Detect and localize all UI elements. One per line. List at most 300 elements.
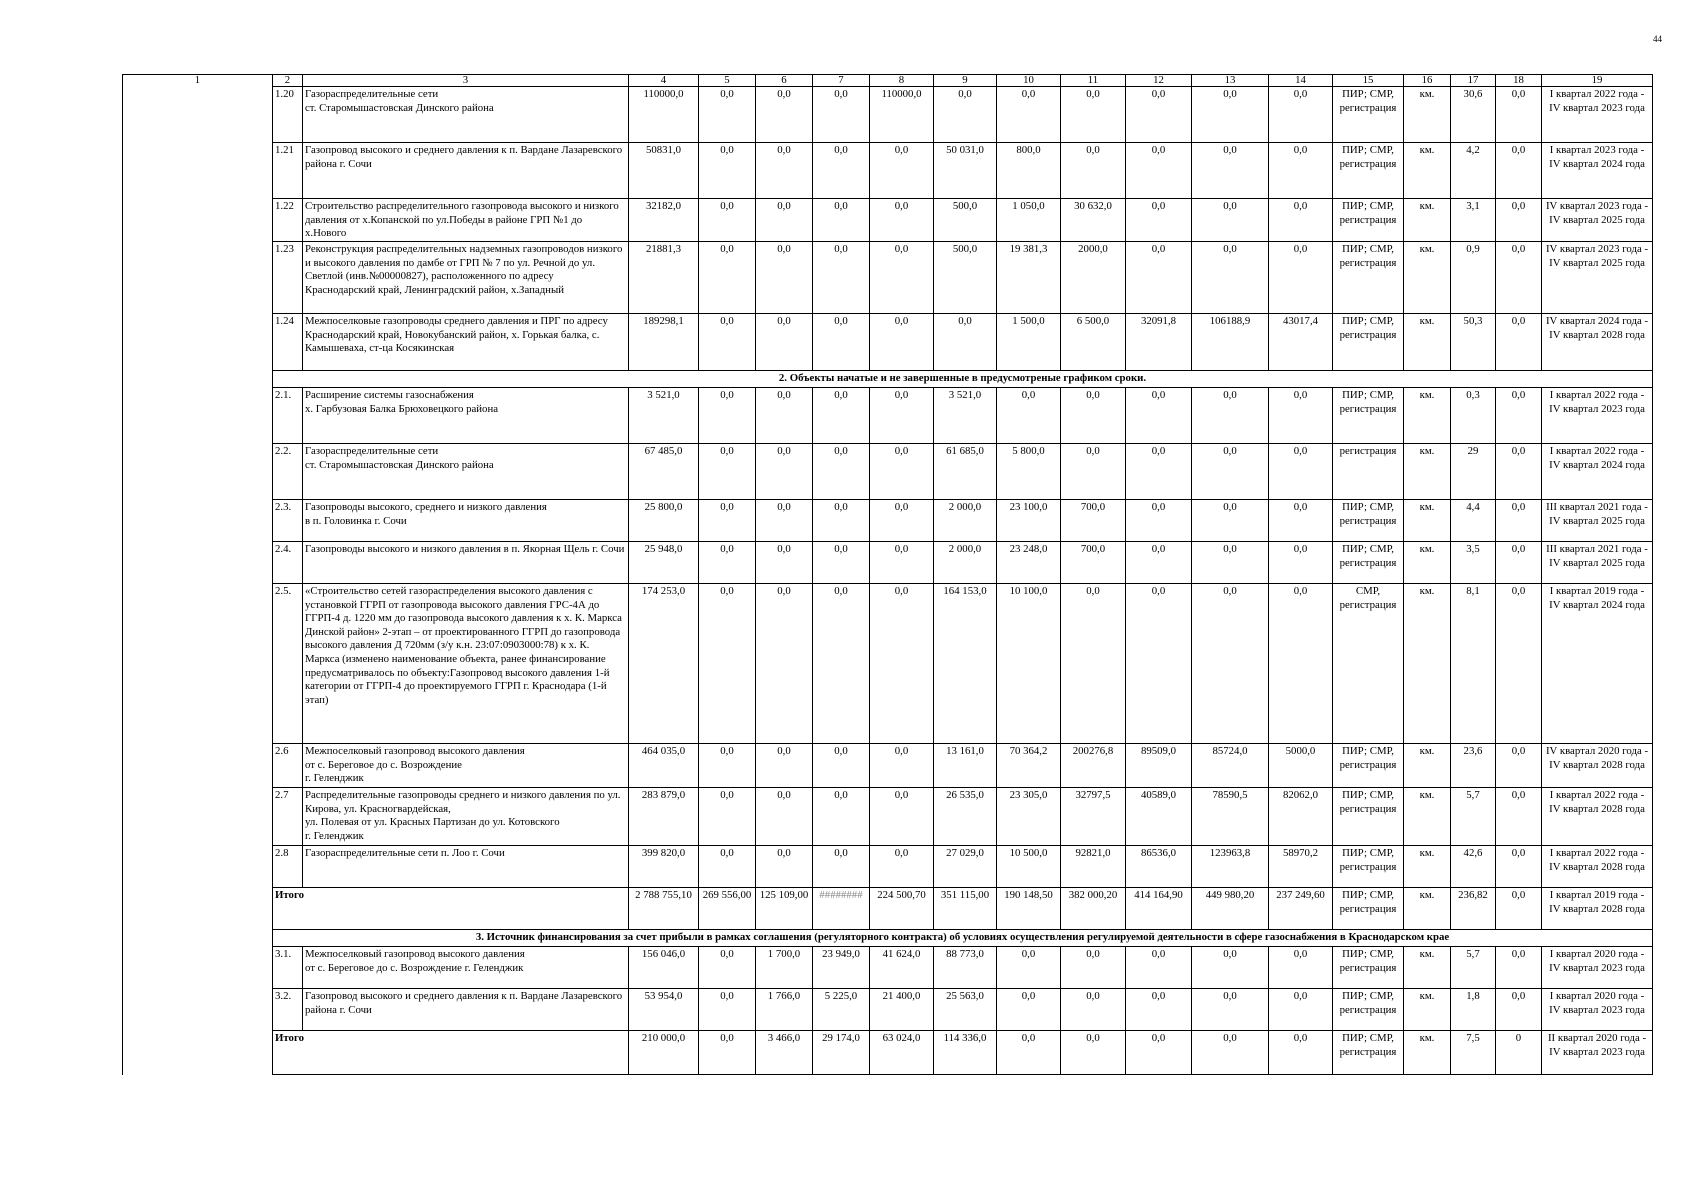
row-number: 3.1. — [273, 947, 303, 989]
table-cell: 32091,8 — [1126, 314, 1192, 371]
row-number: 1.24 — [273, 314, 303, 371]
column-number-4: 4 — [629, 75, 699, 87]
table-cell: 200276,8 — [1061, 744, 1126, 788]
table-cell: 5,7 — [1451, 788, 1496, 846]
object-name: Газопроводы высокого и низкого давления в п. Якорная Щель г. Сочи — [303, 542, 629, 584]
table-cell: 0,0 — [870, 242, 934, 314]
table-cell: 2 000,0 — [934, 542, 997, 584]
table-cell: 0,0 — [1192, 242, 1269, 314]
table-cell: 0,0 — [1269, 542, 1333, 584]
blank-column-cell — [123, 947, 273, 989]
table-cell: 0,0 — [1126, 87, 1192, 143]
table-cell: 0,0 — [1192, 584, 1269, 744]
column-number-6: 6 — [756, 75, 813, 87]
blank-column-cell — [123, 744, 273, 788]
table-cell: 0,0 — [870, 444, 934, 500]
table-cell: 0,0 — [1496, 143, 1542, 199]
table-cell: 0,0 — [870, 199, 934, 242]
table-cell: I квартал 2022 года - IV квартал 2028 года — [1542, 846, 1653, 888]
table-cell: км. — [1404, 542, 1451, 584]
table-cell: 0,0 — [699, 242, 756, 314]
row-number: 1.20 — [273, 87, 303, 143]
table-cell: 4,4 — [1451, 500, 1496, 542]
column-number-3: 3 — [303, 75, 629, 87]
table-cell: 0,0 — [1496, 584, 1542, 744]
table-cell: 0,0 — [1192, 444, 1269, 500]
table-cell: 25 800,0 — [629, 500, 699, 542]
table-row — [123, 143, 1653, 199]
total-cell: I квартал 2019 года - IV квартал 2028 года — [1542, 888, 1653, 930]
table-cell: 4,2 — [1451, 143, 1496, 199]
table-cell: 0,0 — [1126, 500, 1192, 542]
total-cell: 0 — [1496, 1031, 1542, 1075]
table-cell: 0,0 — [699, 444, 756, 500]
table-cell: км. — [1404, 788, 1451, 846]
table-cell: 1 766,0 — [756, 989, 813, 1031]
table-cell: 5 800,0 — [997, 444, 1061, 500]
total-cell: 114 336,0 — [934, 1031, 997, 1075]
table-cell: 82062,0 — [1269, 788, 1333, 846]
table-cell: 70 364,2 — [997, 744, 1061, 788]
table-cell: 800,0 — [997, 143, 1061, 199]
table-cell: 0,0 — [756, 242, 813, 314]
column-number-row — [123, 75, 1653, 87]
table-cell: 0,0 — [699, 989, 756, 1031]
table-cell: км. — [1404, 143, 1451, 199]
row-number: 2.5. — [273, 584, 303, 744]
table-cell: 0,0 — [934, 87, 997, 143]
total-cell: 0,0 — [997, 1031, 1061, 1075]
table-cell: 0,0 — [1126, 388, 1192, 444]
table-cell: ПИР; СМР, регистрация — [1333, 744, 1404, 788]
table-cell: 0,0 — [997, 989, 1061, 1031]
row-number: 2.7 — [273, 788, 303, 846]
table-cell: ПИР; СМР, регистрация — [1333, 87, 1404, 143]
table-cell: 88 773,0 — [934, 947, 997, 989]
table-cell: 43017,4 — [1269, 314, 1333, 371]
total-cell: 0,0 — [1126, 1031, 1192, 1075]
row-number: 2.3. — [273, 500, 303, 542]
total-label: Итого — [273, 1031, 629, 1075]
table-row — [123, 87, 1653, 143]
column-number-15: 15 — [1333, 75, 1404, 87]
object-name: Строительство распределительного газопровода высокого и низкого давления от х.Копанской по ул.Победы в районе ГРП №1 до х.Нового — [303, 199, 629, 242]
table-cell: 53 954,0 — [629, 989, 699, 1031]
table-cell: IV квартал 2024 года - IV квартал 2028 года — [1542, 314, 1653, 371]
object-name: Межпоселковые газопроводы среднего давления и ПРГ по адресу Краснодарский край, Новокубанский район, х. Горькая балка, с. Камышеваха, ст-ца Косякинская — [303, 314, 629, 371]
table-cell: 3 521,0 — [629, 388, 699, 444]
table-cell: 0,0 — [1126, 199, 1192, 242]
table-cell: 0,0 — [1126, 444, 1192, 500]
total-cell: 224 500,70 — [870, 888, 934, 930]
blank-column-cell — [123, 584, 273, 744]
table-cell: км. — [1404, 744, 1451, 788]
blank-column-cell — [123, 444, 273, 500]
table-cell: 0,0 — [756, 846, 813, 888]
table-row — [123, 314, 1653, 371]
table-row — [123, 584, 1653, 744]
table-cell: 0,0 — [870, 143, 934, 199]
row-number: 1.23 — [273, 242, 303, 314]
table-cell: 0,0 — [1496, 388, 1542, 444]
table-row — [123, 542, 1653, 584]
blank-column-cell — [123, 1031, 273, 1075]
total-cell: II квартал 2020 года - IV квартал 2023 года — [1542, 1031, 1653, 1075]
table-cell: ПИР; СМР, регистрация — [1333, 846, 1404, 888]
table-cell: 0,0 — [870, 744, 934, 788]
table-cell: 0,0 — [1269, 989, 1333, 1031]
table-cell: 6 500,0 — [1061, 314, 1126, 371]
total-cell: 0,0 — [699, 1031, 756, 1075]
table-cell: 0,0 — [813, 500, 870, 542]
table-cell: 10 500,0 — [997, 846, 1061, 888]
blank-column-cell — [123, 314, 273, 371]
table-cell: 0,0 — [756, 584, 813, 744]
table-cell: 78590,5 — [1192, 788, 1269, 846]
table-cell: 23 305,0 — [997, 788, 1061, 846]
table-cell: 19 381,3 — [997, 242, 1061, 314]
table-cell: 0,0 — [1061, 388, 1126, 444]
table-cell: 0,0 — [1269, 947, 1333, 989]
table-cell: 110000,0 — [870, 87, 934, 143]
table-cell: 0,0 — [1496, 744, 1542, 788]
object-name: Газораспределительные сети п. Лоо г. Сочи — [303, 846, 629, 888]
table-cell: 21881,3 — [629, 242, 699, 314]
table-cell: 42,6 — [1451, 846, 1496, 888]
total-cell: 269 556,00 — [699, 888, 756, 930]
table-row — [123, 989, 1653, 1031]
table-cell: 0,3 — [1451, 388, 1496, 444]
table-cell: 0,0 — [756, 388, 813, 444]
object-name: Реконструкция распределительных надземных газопроводов низкого и высокого давления по дамбе от ГРП № 7 по ул. Речной до ул. Светлой (инв.№00000827), расположенного по адресу Краснодарский край, Ленинградский район, х.Западный — [303, 242, 629, 314]
table-cell: 0,0 — [813, 846, 870, 888]
table-cell: 0,0 — [699, 846, 756, 888]
total-cell: 190 148,50 — [997, 888, 1061, 930]
table-cell: 32797,5 — [1061, 788, 1126, 846]
table-cell: 0,0 — [1496, 542, 1542, 584]
total-cell: 3 466,0 — [756, 1031, 813, 1075]
table-cell: 89509,0 — [1126, 744, 1192, 788]
table-cell: 0,0 — [1061, 143, 1126, 199]
total-cell: 449 980,20 — [1192, 888, 1269, 930]
table-cell: 0,0 — [870, 788, 934, 846]
table-cell: 0,9 — [1451, 242, 1496, 314]
object-name: Межпоселковый газопровод высокого давления от с. Береговое до с. Возрождение г. Геленджик — [303, 947, 629, 989]
table-cell: 464 035,0 — [629, 744, 699, 788]
row-number: 2.6 — [273, 744, 303, 788]
table-cell: 0,0 — [699, 87, 756, 143]
table-cell: 283 879,0 — [629, 788, 699, 846]
table-cell: 500,0 — [934, 199, 997, 242]
table-cell: 0,0 — [870, 846, 934, 888]
total-label: Итого — [273, 888, 629, 930]
column-number-13: 13 — [1192, 75, 1269, 87]
table-cell: IV квартал 2023 года - IV квартал 2025 года — [1542, 199, 1653, 242]
section-heading: 2. Объекты начатые и не завершенные в предусмотреные графиком сроки. — [273, 371, 1653, 388]
total-row — [123, 1031, 1653, 1075]
table-cell: 0,0 — [699, 584, 756, 744]
table-cell: 0,0 — [756, 788, 813, 846]
table-cell: 0,0 — [1269, 500, 1333, 542]
table-cell: ПИР; СМР, регистрация — [1333, 388, 1404, 444]
column-number-1: 1 — [123, 75, 273, 87]
table-cell: 0,0 — [1496, 87, 1542, 143]
table-cell: 0,0 — [699, 542, 756, 584]
table-cell: 700,0 — [1061, 500, 1126, 542]
table-cell: 0,0 — [1496, 989, 1542, 1031]
table-cell: 0,0 — [813, 584, 870, 744]
table-cell: 50 031,0 — [934, 143, 997, 199]
table-cell: ПИР; СМР, регистрация — [1333, 500, 1404, 542]
table-cell: 50,3 — [1451, 314, 1496, 371]
table-cell: ПИР; СМР, регистрация — [1333, 947, 1404, 989]
table-cell: км. — [1404, 947, 1451, 989]
table-cell: 0,0 — [870, 388, 934, 444]
table-cell: ПИР; СМР, регистрация — [1333, 143, 1404, 199]
row-number: 2.2. — [273, 444, 303, 500]
blank-column-cell — [123, 199, 273, 242]
table-cell: IV квартал 2023 года - IV квартал 2025 года — [1542, 242, 1653, 314]
table-cell: 27 029,0 — [934, 846, 997, 888]
table-cell: 0,0 — [813, 87, 870, 143]
object-name: Газопровод высокого и среднего давления к п. Вардане Лазаревского района г. Сочи — [303, 143, 629, 199]
table-cell: км. — [1404, 500, 1451, 542]
table-cell: 0,0 — [1496, 500, 1542, 542]
table-cell: 23 248,0 — [997, 542, 1061, 584]
table-cell: 3 521,0 — [934, 388, 997, 444]
table-cell: 0,0 — [997, 87, 1061, 143]
table-cell: 26 535,0 — [934, 788, 997, 846]
table-cell: 0,0 — [756, 444, 813, 500]
total-cell: 29 174,0 — [813, 1031, 870, 1075]
column-number-16: 16 — [1404, 75, 1451, 87]
table-cell: 0,0 — [870, 542, 934, 584]
column-number-18: 18 — [1496, 75, 1542, 87]
table-cell: 0,0 — [1192, 199, 1269, 242]
column-number-19: 19 — [1542, 75, 1653, 87]
table-cell: 0,0 — [1192, 87, 1269, 143]
table-cell: 0,0 — [1496, 314, 1542, 371]
object-name: Газопроводы высокого, среднего и низкого давления в п. Головинка г. Сочи — [303, 500, 629, 542]
table-cell: км. — [1404, 584, 1451, 744]
table-cell: 0,0 — [1192, 989, 1269, 1031]
column-number-14: 14 — [1269, 75, 1333, 87]
column-number-12: 12 — [1126, 75, 1192, 87]
table-cell: 0,0 — [699, 388, 756, 444]
section-heading-row — [123, 930, 1653, 947]
table-cell: 0,0 — [1496, 947, 1542, 989]
table-cell: 0,0 — [1126, 947, 1192, 989]
table-cell: 0,0 — [1126, 584, 1192, 744]
column-number-5: 5 — [699, 75, 756, 87]
blank-column-cell — [123, 242, 273, 314]
table-cell: 0,0 — [756, 199, 813, 242]
blank-column-cell — [123, 542, 273, 584]
column-number-11: 11 — [1061, 75, 1126, 87]
table-cell: I квартал 2022 года - IV квартал 2024 года — [1542, 444, 1653, 500]
section-heading: 3. Источник финансирования за счет прибыли в рамках соглашения (регуляторного контракта) об условиях осуществления регулируемой деятельности в сфере газоснабжения в Краснодарском крае — [273, 930, 1653, 947]
total-cell: 0,0 — [1192, 1031, 1269, 1075]
table-cell: 123963,8 — [1192, 846, 1269, 888]
table-cell: 0,0 — [699, 314, 756, 371]
total-row — [123, 888, 1653, 930]
table-cell: ПИР; СМР, регистрация — [1333, 542, 1404, 584]
table-cell: 0,0 — [699, 500, 756, 542]
total-cell: 382 000,20 — [1061, 888, 1126, 930]
table-cell: 0,0 — [699, 744, 756, 788]
table-cell: 0,0 — [813, 242, 870, 314]
total-cell: 236,82 — [1451, 888, 1496, 930]
table-cell: км. — [1404, 242, 1451, 314]
table-cell: км. — [1404, 199, 1451, 242]
table-cell: 0,0 — [997, 947, 1061, 989]
table-cell: км. — [1404, 87, 1451, 143]
table-cell: 0,0 — [813, 388, 870, 444]
table-row — [123, 744, 1653, 788]
table-cell: 0,0 — [813, 788, 870, 846]
table-cell: регистрация — [1333, 444, 1404, 500]
table-cell: 0,0 — [756, 542, 813, 584]
table-cell: I квартал 2022 года - IV квартал 2023 года — [1542, 388, 1653, 444]
table-cell: 0,0 — [1269, 242, 1333, 314]
total-cell: 351 115,00 — [934, 888, 997, 930]
table-cell: 0,0 — [813, 199, 870, 242]
table-cell: 0,0 — [813, 744, 870, 788]
table-cell: I квартал 2022 года - IV квартал 2028 года — [1542, 788, 1653, 846]
total-cell: ######## — [813, 888, 870, 930]
section-heading-row — [123, 371, 1653, 388]
table-cell: ПИР; СМР, регистрация — [1333, 242, 1404, 314]
table-cell: 0,0 — [699, 143, 756, 199]
table-cell: 0,0 — [756, 143, 813, 199]
table-cell: ПИР; СМР, регистрация — [1333, 788, 1404, 846]
table-cell: 58970,2 — [1269, 846, 1333, 888]
row-number: 2.1. — [273, 388, 303, 444]
object-name: Расширение системы газоснабжения х. Гарбузовая Балка Брюховецкого района — [303, 388, 629, 444]
table-cell: 21 400,0 — [870, 989, 934, 1031]
blank-column-cell — [123, 930, 273, 947]
investment-program-table — [122, 74, 1653, 1075]
total-cell: 125 109,00 — [756, 888, 813, 930]
table-row — [123, 444, 1653, 500]
table-cell: 25 563,0 — [934, 989, 997, 1031]
table-cell: 0,0 — [699, 947, 756, 989]
table-cell: 0,0 — [699, 199, 756, 242]
table-cell: 0,0 — [1061, 989, 1126, 1031]
table-row — [123, 388, 1653, 444]
table-cell: 0,0 — [1061, 947, 1126, 989]
blank-column-cell — [123, 371, 273, 388]
table-cell: I квартал 2023 года - IV квартал 2024 года — [1542, 143, 1653, 199]
table-cell: 700,0 — [1061, 542, 1126, 584]
table-cell: 23 949,0 — [813, 947, 870, 989]
table-cell: 0,0 — [1496, 242, 1542, 314]
table-cell: 0,0 — [813, 444, 870, 500]
column-number-2: 2 — [273, 75, 303, 87]
total-cell: 2 788 755,10 — [629, 888, 699, 930]
table-cell: 399 820,0 — [629, 846, 699, 888]
table-cell: 0,0 — [1126, 242, 1192, 314]
row-number: 1.21 — [273, 143, 303, 199]
table-cell: 0,0 — [1269, 584, 1333, 744]
table-cell: 1,8 — [1451, 989, 1496, 1031]
row-number: 2.8 — [273, 846, 303, 888]
table-cell: 2000,0 — [1061, 242, 1126, 314]
column-number-9: 9 — [934, 75, 997, 87]
table-cell: 189298,1 — [629, 314, 699, 371]
table-cell: 86536,0 — [1126, 846, 1192, 888]
object-name: Распределительные газопроводы среднего и низкого давления по ул. Кирова, ул. Красногвардейская, ул. Полевая от ул. Красных Партизан до ул. Котовского г. Геленджик — [303, 788, 629, 846]
table-cell: ПИР; СМР, регистрация — [1333, 314, 1404, 371]
table-cell: 0,0 — [1269, 388, 1333, 444]
table-cell: 0,0 — [870, 500, 934, 542]
row-number: 2.4. — [273, 542, 303, 584]
blank-column-cell — [123, 989, 273, 1031]
table-cell: 0,0 — [1496, 444, 1542, 500]
table-cell: 0,0 — [1061, 87, 1126, 143]
table-cell: 5,7 — [1451, 947, 1496, 989]
table-cell: км. — [1404, 314, 1451, 371]
table-cell: 10 100,0 — [997, 584, 1061, 744]
total-cell: 0,0 — [1496, 888, 1542, 930]
table-cell: I квартал 2022 года - IV квартал 2023 года — [1542, 87, 1653, 143]
table-cell: 3,5 — [1451, 542, 1496, 584]
table-cell: км. — [1404, 388, 1451, 444]
object-name: Газораспределительные сети ст. Старомышастовская Динского района — [303, 444, 629, 500]
object-name: Газопровод высокого и среднего давления к п. Вардане Лазаревского района г. Сочи — [303, 989, 629, 1031]
table-cell: 0,0 — [699, 788, 756, 846]
total-cell: 0,0 — [1269, 1031, 1333, 1075]
table-cell: 0,0 — [1192, 542, 1269, 584]
table-cell: 500,0 — [934, 242, 997, 314]
table-cell: км. — [1404, 444, 1451, 500]
table-row — [123, 788, 1653, 846]
table-cell: 164 153,0 — [934, 584, 997, 744]
total-cell: 0,0 — [1061, 1031, 1126, 1075]
column-number-7: 7 — [813, 75, 870, 87]
table-cell: 23,6 — [1451, 744, 1496, 788]
table-cell: 174 253,0 — [629, 584, 699, 744]
table-cell: 0,0 — [1269, 143, 1333, 199]
table-row — [123, 846, 1653, 888]
column-number-8: 8 — [870, 75, 934, 87]
table-cell: 8,1 — [1451, 584, 1496, 744]
table-cell: 1 050,0 — [997, 199, 1061, 242]
table-cell: ПИР; СМР, регистрация — [1333, 989, 1404, 1031]
table-cell: 0,0 — [1496, 846, 1542, 888]
object-name: Газораспределительные сети ст. Старомышастовская Динского района — [303, 87, 629, 143]
table-cell: СМР, регистрация — [1333, 584, 1404, 744]
table-cell: 0,0 — [813, 542, 870, 584]
table-cell: 23 100,0 — [997, 500, 1061, 542]
total-cell: ПИР; СМР, регистрация — [1333, 1031, 1404, 1075]
table-cell: 0,0 — [813, 314, 870, 371]
table-cell: 0,0 — [1269, 444, 1333, 500]
table-cell: 67 485,0 — [629, 444, 699, 500]
table-cell: 0,0 — [1496, 199, 1542, 242]
table-cell: 92821,0 — [1061, 846, 1126, 888]
blank-column-cell — [123, 388, 273, 444]
table-cell: 0,0 — [756, 744, 813, 788]
table-cell: 40589,0 — [1126, 788, 1192, 846]
table-cell: 1 700,0 — [756, 947, 813, 989]
table-cell: I квартал 2020 года - IV квартал 2023 года — [1542, 947, 1653, 989]
table-cell: I квартал 2020 года - IV квартал 2023 года — [1542, 989, 1653, 1031]
table-cell: км. — [1404, 846, 1451, 888]
table-cell: 85724,0 — [1192, 744, 1269, 788]
table-cell: 0,0 — [1192, 947, 1269, 989]
total-cell: ПИР; СМР, регистрация — [1333, 888, 1404, 930]
